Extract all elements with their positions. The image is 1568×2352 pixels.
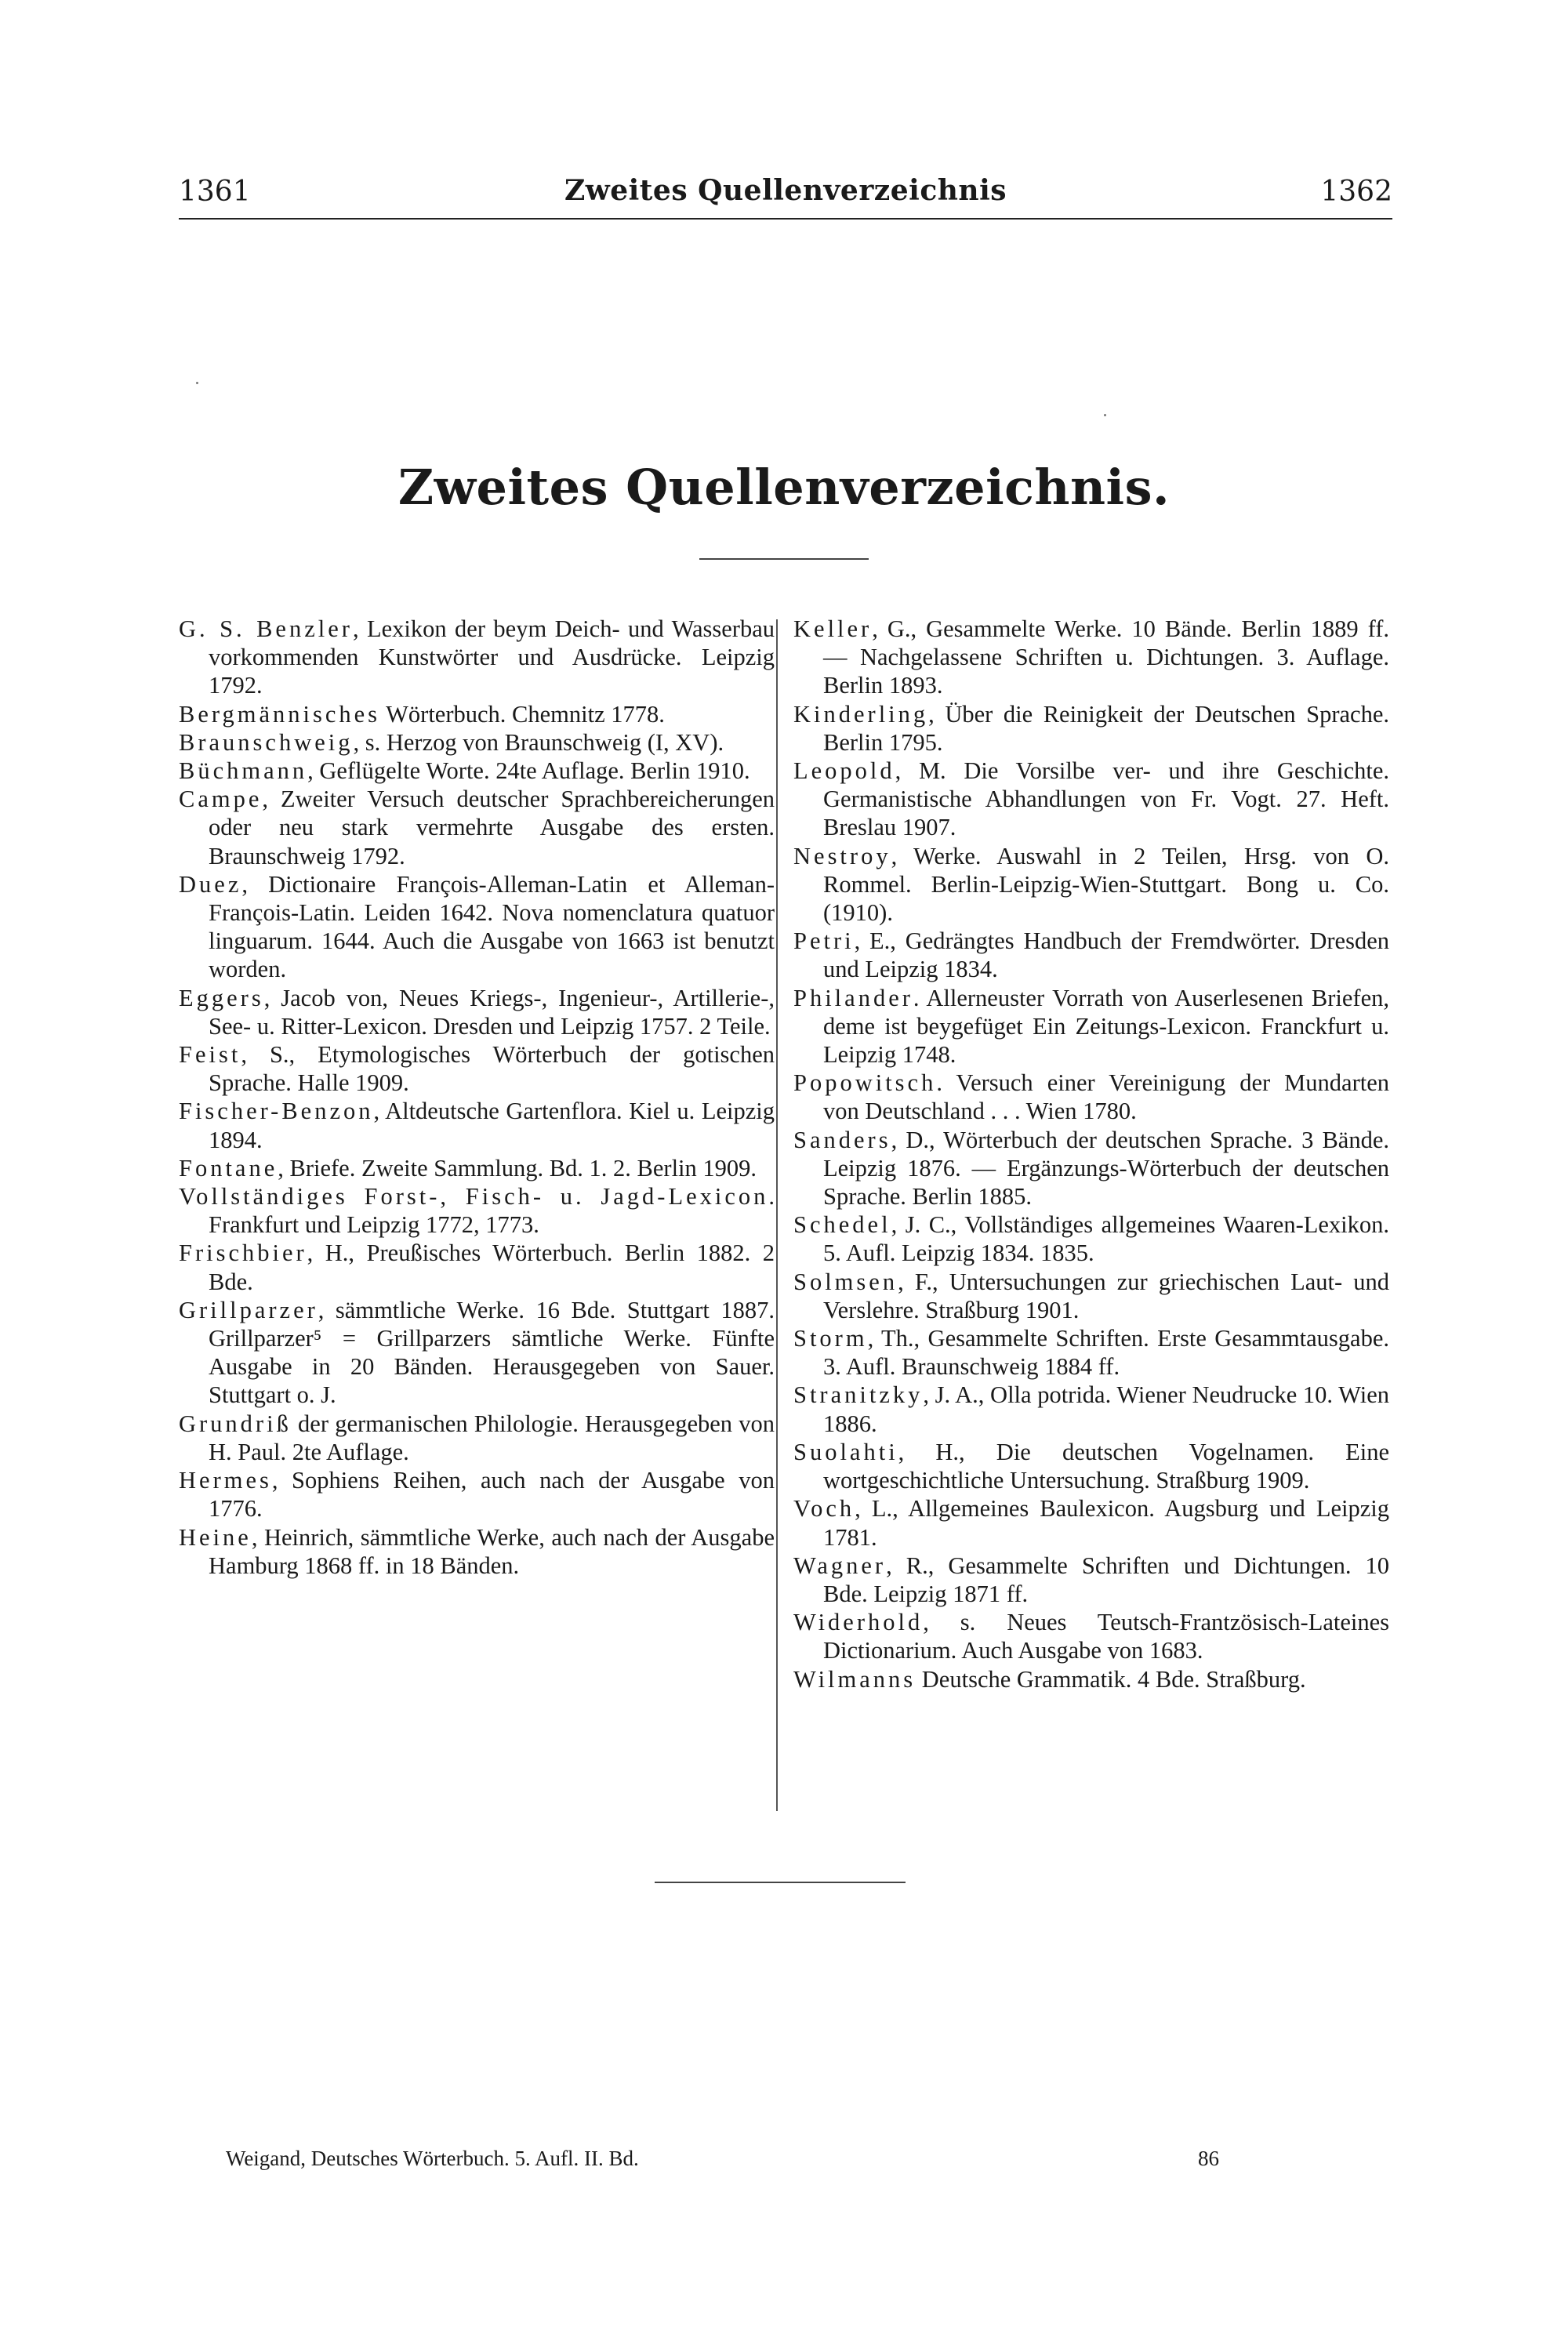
bib-entry <box>793 615 1389 700</box>
entry-text: , Sophiens Reihen, auch nach der Ausgabe von 1776. <box>209 1467 775 1523</box>
bib-entry <box>179 1239 775 1295</box>
bib-entry <box>179 870 775 984</box>
entry-text: , s. Herzog von Braunschweig (I, XV). <box>353 728 724 756</box>
entry-keyword: Grillparzer <box>179 1296 318 1323</box>
bib-entry <box>179 984 775 1040</box>
bib-entry <box>793 1324 1389 1381</box>
bib-entry <box>179 1296 775 1410</box>
entry-text: , Werke. Auswahl in 2 Teilen, Hrsg. von O. Rommel. Berlin-Leipzig-Wien-Stuttgart. Bong u. Co. (1910). <box>823 842 1389 927</box>
entry-text: , Briefe. Zweite Sammlung. Bd. 1. 2. Berlin 1909. <box>278 1154 757 1181</box>
entry-text: , H., Preußisches Wörterbuch. Berlin 1882. 2 Bde. <box>209 1240 775 1295</box>
entry-text: , J. C., Vollständiges allgemeines Waaren-Lexikon. 5. Aufl. Leipzig 1834. 1835. <box>823 1211 1389 1267</box>
print-speck <box>1104 414 1106 416</box>
entry-keyword: Petri <box>793 927 855 955</box>
bib-entry <box>793 1268 1389 1324</box>
entry-text: der germanischen Philologie. Herausgegeben von H. Paul. 2te Auflage. <box>209 1410 775 1465</box>
bib-entry <box>793 1069 1389 1125</box>
entry-text: , D., Wörterbuch der deutschen Sprache. 3 Bände. Leipzig 1876. — Ergänzungs-Wörterbuch der deutschen Sprache. Berlin 1885. <box>823 1126 1389 1210</box>
entry-keyword: Fischer-Benzon <box>179 1098 374 1125</box>
bib-entry <box>179 757 775 785</box>
end-rule <box>655 1882 906 1883</box>
entry-keyword: Keller <box>793 615 873 642</box>
bib-entry <box>793 1494 1389 1551</box>
bib-entry <box>793 1665 1389 1693</box>
footer-signature: Weigand, Deutsches Wörterbuch. 5. Aufl. II. Bd. <box>226 2147 639 2170</box>
bib-entry <box>179 1523 775 1580</box>
entry-keyword: Nestroy <box>793 842 891 869</box>
entry-keyword: Popowitsch <box>793 1069 937 1097</box>
entry-text: , Dictionaire François-Alleman-Latin et Alleman-François-Latin. Leiden 1642. Nova nomenclatura quatuor linguarum. 1644. Auch die Ausgabe von 1663 ist benutzt worden. <box>209 870 775 983</box>
entry-text: , F., Untersuchungen zur griechischen Laut- und Verslehre. Straßburg 1901. <box>823 1268 1389 1323</box>
footer-sheet-number: 86 <box>1198 2147 1219 2170</box>
entry-text: , E., Gedrängtes Handbuch der Fremdwörter. Dresden und Leipzig 1834. <box>823 927 1389 983</box>
entry-text: , M. Die Vorsilbe ver- und ihre Geschichte. Germanistische Abhandlungen von Fr. Vogt. 27. Heft. Breslau 1907. <box>823 757 1389 841</box>
entry-keyword: Fontane <box>179 1154 278 1181</box>
entry-text: , s. Neues Teutsch-Frantzösisch-Lateines Dictionarium. Auch Ausgabe von 1683. <box>823 1609 1389 1664</box>
bib-entry <box>793 1608 1389 1664</box>
entry-text: , R., Gesammelte Schriften und Dichtungen. 10 Bde. Leipzig 1871 ff. <box>823 1552 1389 1607</box>
entry-text: , Heinrich, sämmtliche Werke, auch nach der Ausgabe Hamburg 1868 ff. in 18 Bänden. <box>209 1523 775 1579</box>
entry-text: , S., Etymologisches Wörterbuch der gotischen Sprache. Halle 1909. <box>209 1041 775 1097</box>
entry-keyword: Sanders <box>793 1126 891 1153</box>
entry-text: , Altdeutsche Gartenflora. Kiel u. Leipzig 1894. <box>209 1098 775 1153</box>
entry-keyword: Grundriß <box>179 1410 292 1437</box>
bib-entry <box>793 984 1389 1069</box>
entry-keyword: Hermes <box>179 1467 272 1494</box>
bib-entry <box>179 1040 775 1097</box>
bib-entry <box>179 728 775 757</box>
bib-entry <box>179 785 775 870</box>
print-speck <box>196 382 198 384</box>
entry-text: , Lexikon der beym Deich- und Wasserbau vorkommenden Kunstwörter und Ausdrücke. Leipzig 1792. <box>209 615 775 699</box>
entry-text: Deutsche Grammatik. 4 Bde. Straßburg. <box>916 1665 1306 1693</box>
bib-entry <box>793 1381 1389 1437</box>
entry-keyword: Campe <box>179 786 263 813</box>
entry-keyword: Duez <box>179 870 242 898</box>
bib-entry <box>179 1097 775 1153</box>
bib-entry <box>179 700 775 728</box>
entry-keyword: Büchmann <box>179 757 308 785</box>
entry-keyword: Kinderling <box>793 700 929 728</box>
entry-text: , Jacob von, Neues Kriegs-, Ingenieur-, Artillerie-, See- u. Ritter-Lexicon. Dresden und Leipzig 1757. 2 Teile. <box>209 984 775 1040</box>
entry-keyword: Voch <box>793 1495 855 1523</box>
entry-text: , Geflügelte Worte. 24te Auflage. Berlin 1910. <box>307 757 750 785</box>
entry-text: , H., Die deutschen Vogelnamen. Eine wortgeschichtliche Untersuchung. Straßburg 1909. <box>823 1438 1389 1494</box>
bib-entry <box>179 1466 775 1523</box>
entry-keyword: Bergmännisches <box>179 700 381 728</box>
entry-text: , G., Gesammelte Werke. 10 Bände. Berlin 1889 ff. — Nachgelassene Schriften u. Dichtungen. 3. Auflage. Berlin 1893. <box>823 615 1389 699</box>
entry-text: , Über die Reinigkeit der Deutschen Sprache. Berlin 1795. <box>823 700 1389 756</box>
entry-keyword: Wagner <box>793 1552 887 1579</box>
entry-keyword: Heine <box>179 1523 252 1551</box>
bib-entry <box>793 1210 1389 1267</box>
entry-text: , Th., Gesammelte Schriften. Erste Gesammtausgabe. 3. Aufl. Braunschweig 1884 ff. <box>823 1325 1389 1381</box>
bib-entry <box>793 1552 1389 1608</box>
bib-entry <box>793 757 1389 842</box>
entry-text: . Frankfurt und Leipzig 1772, 1773. <box>209 1183 775 1239</box>
bib-entry <box>179 1410 775 1466</box>
bib-entry <box>793 1438 1389 1494</box>
entry-keyword: Storm <box>793 1325 868 1352</box>
entry-keyword: Eggers <box>179 984 264 1011</box>
chapter-title: Zweites Quellenverzeichnis. <box>397 459 1171 516</box>
right-page-number: 1362 <box>1320 176 1392 208</box>
running-head <box>179 171 1392 220</box>
entry-keyword: Frischbier <box>179 1240 307 1267</box>
entry-keyword: Braunschweig <box>179 728 354 756</box>
entry-keyword: Wilmanns <box>793 1665 916 1693</box>
bib-entry <box>179 615 775 700</box>
entry-keyword: Feist <box>179 1041 241 1069</box>
right-column <box>793 615 1389 1693</box>
page-footer <box>226 2147 1245 2178</box>
bib-entry <box>793 927 1389 983</box>
entry-keyword: Leopold <box>793 757 895 785</box>
entry-keyword: Vollständiges Forst-, Fisch- u. Jagd-Lexicon <box>179 1183 769 1210</box>
entry-text: , Zweiter Versuch deutscher Sprachbereicherungen oder neu stark vermehrte Ausgabe des ersten. Braunschweig 1792. <box>209 786 775 869</box>
entry-keyword: Suolahti <box>793 1438 898 1465</box>
entry-text: , sämmtliche Werke. 16 Bde. Stuttgart 1887. Grillparzer⁵ = Grillparzers sämtliche Werke. Fünfte Ausgabe in 20 Bänden. Herausgegeben von Sauer. Stuttgart o. J. <box>209 1296 775 1409</box>
entry-text: , J. A., Olla potrida. Wiener Neudrucke 10. Wien 1886. <box>823 1381 1389 1437</box>
bib-entry <box>793 700 1389 757</box>
entry-keyword: Solmsen <box>793 1268 898 1295</box>
column-divider <box>776 619 778 1811</box>
bib-entry <box>793 842 1389 927</box>
left-page-number: 1361 <box>179 176 251 208</box>
bib-entry <box>179 1154 775 1182</box>
left-column <box>179 615 775 1580</box>
entry-keyword: Stranitzky <box>793 1381 924 1409</box>
entry-text: . Allerneuster Vorrath von Auserlesenen Briefen, deme ist beygefüget Ein Zeitungs-Lexicon. Franckfurt u. Leipzig 1748. <box>823 984 1389 1069</box>
entry-keyword: Philander <box>793 984 913 1011</box>
title-rule <box>699 558 869 560</box>
entry-keyword: Widerhold <box>793 1609 924 1636</box>
entry-text: Wörterbuch. Chemnitz 1778. <box>380 700 665 728</box>
entry-keyword: Schedel <box>793 1211 891 1239</box>
running-title: Zweites Quellenverzeichnis <box>564 174 1007 207</box>
entry-text: . Versuch einer Vereinigung der Mundarten von Deutschland . . . Wien 1780. <box>823 1069 1389 1125</box>
entry-text: , L., Allgemeines Baulexicon. Augsburg und Leipzig 1781. <box>823 1495 1389 1551</box>
entry-keyword: G. S. Benzler <box>179 615 353 642</box>
bib-entry <box>793 1126 1389 1211</box>
bib-entry <box>179 1182 775 1239</box>
